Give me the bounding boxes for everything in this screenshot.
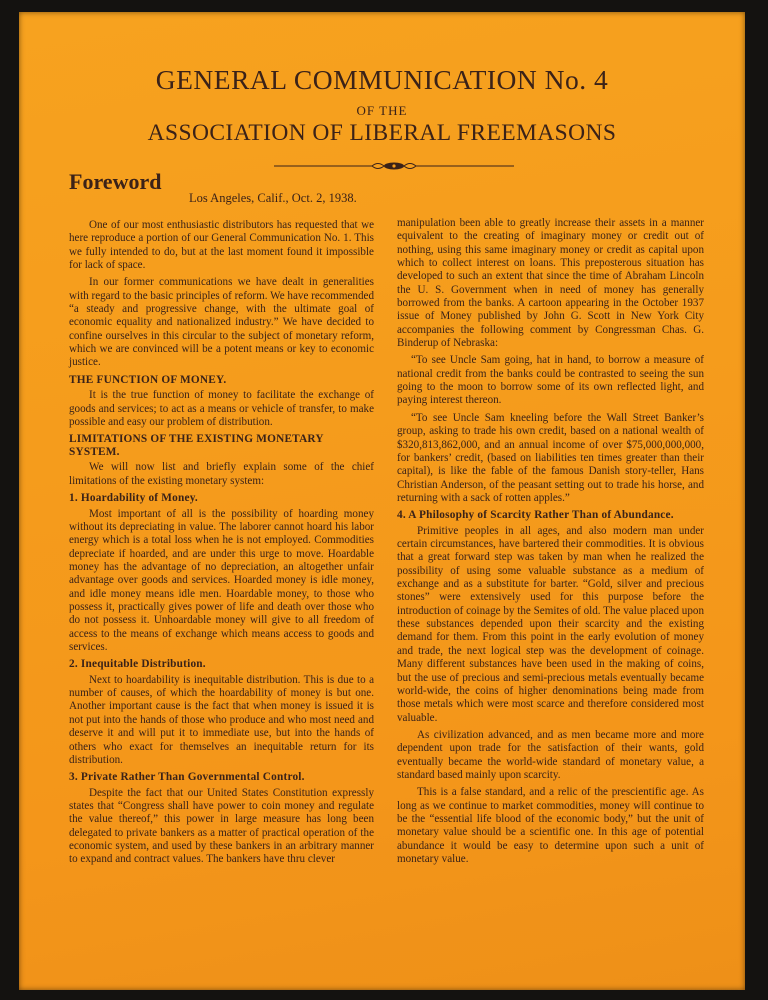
title-line-2: OF THE <box>356 103 408 118</box>
paragraph: Most important of all is the possibility of hoarding money without its depreciating in value. The laborer cannot hoard his labor energy which is a total loss when he is not employed. Commodities depreciate if hoarded, and are under this urge to move. Hoardable money has the advantage of no depreciation, an altogether unfair advantage over goods and services. Hoarded money is idle money, and idle money means idle men. Hoardable money, to those who possess it, practically gives power of life and death over those who do not possess it. Unhoardable money will give to all freedom of access to the means of exchange which means access to goods and services. <box>69 507 374 653</box>
subheading-hoardability: 1. Hoardability of Money. <box>69 492 198 504</box>
paragraph: As civilization advanced, and as men became more and more dependent upon trade for the satisfaction of their wants, gold eventually became the world-wide standard of monetary value, a standard based mainly upon scarcity. <box>397 728 704 781</box>
left-column <box>69 219 374 871</box>
paragraph: In our former communications we have dealt in generalities with regard to the basic principles of reform. We have recommended “a steady and progressive change, with the ultimate goal of economic equality and nationalized industry.” We have decided to confine ourselves in this circular to the subject of monetary reform, which we are convinced will be a potent means or key to economic justice. <box>69 276 374 369</box>
foreword-heading: Foreword <box>69 169 162 194</box>
quotation: “To see Uncle Sam kneeling before the Wall Street Banker’s group, asking to trade his own credit, based on a national wealth of $320,813,862,000, and an annual income of over $75,000,000,000, for bankers’ credit, (based on liabilities ten times greater than their capital), is like the fable of the famous Danish story-teller, Hans Christian Anderson, of the peasant setting out to trade his horse, and returning with a sack of rotten apples.” <box>397 411 704 504</box>
title-line-1: GENERAL COMMUNICATION No. 4 <box>155 64 609 95</box>
quotation: “To see Uncle Sam going, hat in hand, to borrow a measure of national credit from the banks could be contrasted to seeing the sun going to the moon to borrow some of its own reflected light, and paying interest thereon. <box>397 354 704 407</box>
dateline: Los Angeles, Calif., Oct. 2, 1938. <box>189 191 357 205</box>
ornament-divider-icon <box>274 160 514 172</box>
leaflet-page <box>19 12 745 990</box>
paragraph: manipulation been able to greatly increase their assets in a manner equivalent to the creating of imaginary money or credit out of nothing, using this same imaginary money or credit as capital upon which to collect interest on loans. This preposterous situation has developed to such an extent that since the time of Abraham Lincoln the U. S. Government when in need of money has generally borrowed from the banks. A cartoon appearing in the October 1937 issue of Money published by John G. Scott in New York City accompanies the following comment by Congressman Chas. G. Binderup of Nebraska: <box>397 217 704 350</box>
subheading-scarcity: 4. A Philosophy of Scarcity Rather Than of Abundance. <box>397 509 674 522</box>
paragraph: One of our most enthusiastic distributors has requested that we here reproduce a portion of our General Communication No. 1. This we fully intended to do, but at the last moment found it impossible for lack of space. <box>69 219 374 272</box>
section-heading-limitations: LIMITATIONS OF THE EXISTING MONETARY SYSTEM. <box>69 433 324 458</box>
title-line-3: ASSOCIATION OF LIBERAL FREEMASONS <box>147 120 617 146</box>
paragraph: This is a false standard, and a relic of the prescientific age. As long as we continue to market commodities, money will continue to be the “essential life blood of the economic body,” but the unit of monetary value should be a scientific one. In this age of potential abundance it would be easy to determine upon such a unit of monetary value. <box>397 786 704 865</box>
paragraph: We will now list and briefly explain some of the chief limitations of the existing monetary system: <box>69 461 374 487</box>
paragraph: Despite the fact that our United States Constitution expressly states that “Congress shall have power to coin money and regulate the value thereof,” this power in large measure has long been delegated to private bankers as a matter of practical operation of the economic system, and used by these bankers in an arbitrary manner to expand and contract values. The bankers have thru clever <box>69 786 374 866</box>
subheading-distribution: 2. Inequitable Distribution. <box>69 658 206 671</box>
paragraph: It is the true function of money to facilitate the exchange of goods and services; to act as a means or vehicle of transfer, to make possible and easy our problem of distribution. <box>69 389 374 428</box>
paragraph: Primitive peoples in all ages, and also modern man under certain circumstances, have bartered their commodities. It is obvious that a great forward step was taken by man when he realized the possibility of using some valuable substance as a medium of exchange and as a substitute for barter. “Gold, silver and precious stones” were extensively used for this purpose before the introduction of coinage by the Semites of old. The value placed upon these substances depended upon their scarcity and the existing demand for them. From this point in the early evolution of money and trade, the next logical step was the development of coinage. Many different substances have been used in the making of coins, but the use of precious and semi-precious metals eventually became world-wide, the coins of higher denominations being made from those metals which were most scarce and therefore considered most valuable. <box>397 524 704 724</box>
paragraph: Next to hoardability is inequitable distribution. This is due to a number of causes, of which the hoardability of money is but one. Another important cause is the fact that when money is issued it is not put into the hands of those who produce and who most need and deserve it and will put it to immediate use, but into the hands of others who exact for themselves an inequitable return for its distribution. <box>69 673 374 766</box>
section-heading-function: THE FUNCTION OF MONEY. <box>69 373 227 386</box>
right-column <box>397 217 704 870</box>
subheading-private-control: 3. Private Rather Than Governmental Control. <box>69 771 305 784</box>
